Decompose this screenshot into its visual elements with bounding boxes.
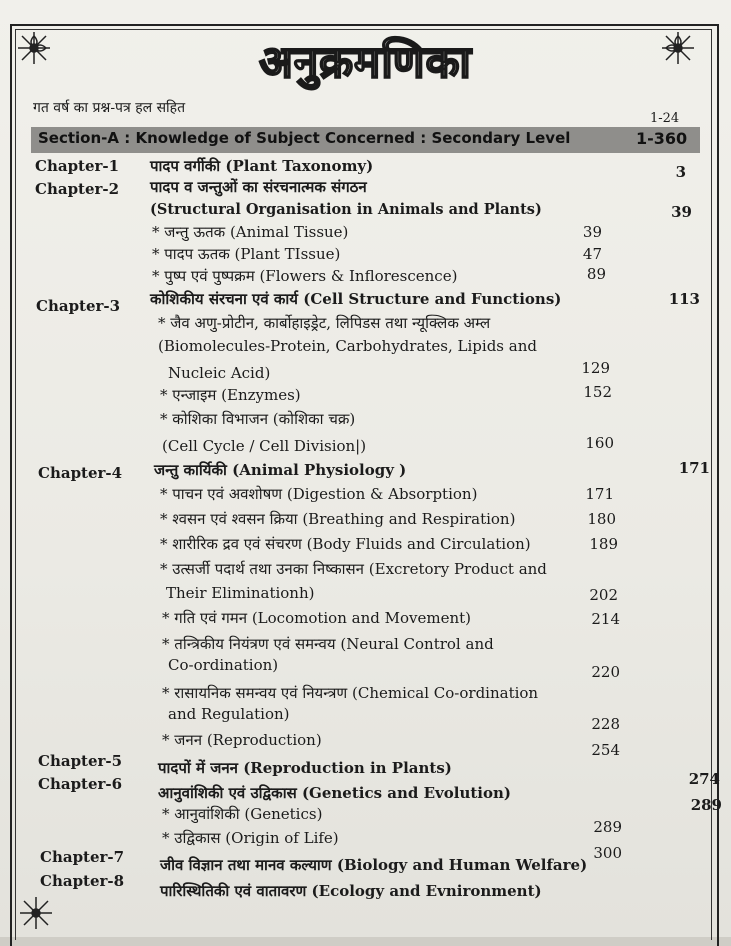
topic-item-cont: (Cell Cycle / Cell Division|) [162,437,367,455]
topic-item: * गति एवं गमन (Locomotion and Movement) [162,609,471,627]
chapter-label: Chapter-4 [38,464,123,482]
topic-page: 160 [585,434,614,452]
topic-item-cont: and Regulation) [168,705,290,723]
chapter-title-hindi: पादप व जन्तुओं का संरचनात्मक संगठन [150,178,367,196]
chapter-title-english: (Structural Organisation in Animals and Plants) [150,201,542,218]
previous-year-pages: 1-24 [650,111,680,126]
chapter-title: पादपों में जनन (Reproduction in Plants) [158,759,452,777]
topic-page: 254 [591,741,620,759]
chapter-label: Chapter-3 [36,297,121,315]
topic-page: 189 [589,535,618,553]
chapter-label: Chapter-2 [35,180,120,198]
topic-page: 39 [582,223,602,241]
chapter-title: जन्तु कार्यिकी (Animal Physiology ) [154,461,407,479]
topic-item: * जन्तु ऊतक (Animal Tissue) [152,223,349,241]
topic-item-cont: (Biomolecules-Protein, Carbohydrates, Lipids and [158,337,537,355]
chapter-title: आनुवांशिकी एवं उद्विकास (Genetics and Evolution) [158,784,512,802]
topic-page: 214 [591,610,620,628]
topic-item: * जैव अणु-प्रोटीन, कार्बोहाइड्रेट, लिपिडस तथा न्यूक्लिक अम्ल [158,314,491,332]
topic-page: 300 [593,844,622,862]
chapter-page: 274 [688,770,720,788]
topic-page: 47 [582,245,602,263]
chapter-title: जीव विज्ञान तथा मानव कल्याण (Biology and Human Welfare) [160,856,588,874]
topic-item: * कोशिका विभाजन (कोशिका चक्र) [160,410,356,428]
topic-page: 152 [583,383,612,401]
topic-page: 89 [586,265,606,283]
chapter-title: पारिस्थितिकी एवं वातावरण (Ecology and Evnironment) [160,882,542,900]
chapter-label: Chapter-8 [40,872,125,890]
topic-item-cont: Nucleic Acid) [168,364,271,382]
chapter-label: Chapter-5 [38,752,123,770]
topic-page: 202 [589,586,618,604]
corner-ornament-icon [18,895,54,931]
topic-item-cont: Their Eliminationh) [166,584,315,602]
topic-item: * पुष्प एवं पुष्पक्रम (Flowers & Inflorescence) [152,267,458,285]
topic-page: 289 [593,818,622,836]
chapter-page: 171 [678,459,710,477]
topic-page: 171 [585,485,614,503]
chapter-label: Chapter-6 [38,775,123,793]
topic-item: * उद्विकास (Origin of Life) [162,829,339,847]
topic-page: 180 [587,510,616,528]
topic-item: * रासायनिक समन्वय एवं नियन्त्रण (Chemical Co-ordination [162,684,539,702]
topic-item: * उत्सर्जी पदार्थ तथा उनका निष्कासन (Excretory Product and [160,560,547,578]
chapter-label: Chapter-1 [35,157,120,175]
chapter-title: कोशिकीय संरचना एवं कार्य (Cell Structure and Functions) [150,290,562,308]
topic-item: * जनन (Reproduction) [162,731,322,749]
chapter-label: Chapter-7 [40,848,125,866]
chapter-title: पादप वर्गीकी (Plant Taxonomy) [150,157,374,175]
topic-page: 220 [591,663,620,681]
chapter-page: 39 [671,203,692,221]
topic-page: 228 [591,715,620,733]
section-label: Section-A : Knowledge of Subject Concerned : Secondary Level [38,129,571,147]
topic-item: * एन्जाइम (Enzymes) [160,386,301,404]
section-pages: 1-360 [636,129,688,148]
chapter-page: 289 [690,796,722,814]
chapter-page: 3 [675,163,686,181]
previous-year-label: गत वर्ष का प्रश्न-पत्र हल सहित [33,100,186,116]
topic-item: * शारीरिक द्रव एवं संचरण (Body Fluids and Circulation) [160,535,531,553]
topic-item-cont: Co-ordination) [168,656,279,674]
topic-item: * आनुवांशिकी (Genetics) [162,805,323,823]
topic-item: * तन्त्रिकीय नियंत्रण एवं समन्वय (Neural Control and [162,635,494,653]
topic-item: * पाचन एवं अवशोषण (Digestion & Absorption) [160,485,478,503]
topic-item: * श्वसन एवं श्वसन क्रिया (Breathing and Respiration) [160,510,516,528]
topic-item: * पादप ऊतक (Plant TIssue) [152,245,341,263]
chapter-page: 113 [668,290,700,308]
page-title: अनुक्रमणिका [259,37,472,88]
topic-page: 129 [581,359,610,377]
